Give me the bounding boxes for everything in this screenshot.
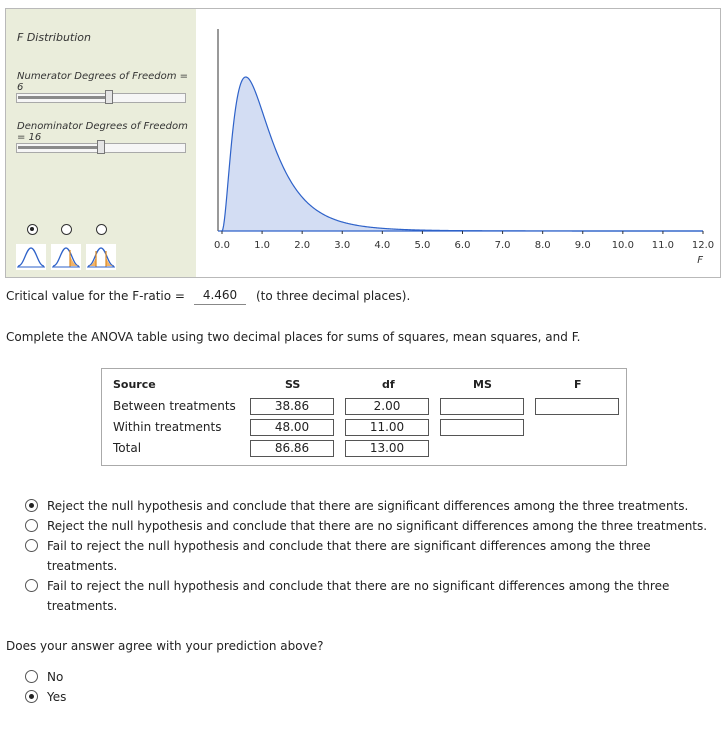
widget-title: F Distribution [17,31,91,44]
x-axis-label: F [697,255,703,266]
between-ss-field[interactable]: 38.86 [250,398,334,415]
total-ss-field[interactable]: 86.86 [250,440,334,457]
denominator-slider-thumb[interactable] [97,140,105,154]
header-ms: MS [473,378,492,391]
x-tick-label: 9.0 [574,240,591,251]
x-tick-label: 3.0 [334,240,351,251]
row-label-within: Within treatments [113,420,222,434]
anova-instruction: Complete the ANOVA table using two decimal places for sums of squares, mean squares, and F. [6,330,581,344]
denominator-df-slider[interactable] [16,143,186,153]
x-tick-label: 7.0 [494,240,511,251]
x-tick-label: 8.0 [534,240,551,251]
numerator-slider-thumb[interactable] [105,90,113,104]
x-tick-label: 0.0 [214,240,230,251]
distribution-icon[interactable] [16,244,46,270]
prediction-radio-yes[interactable] [25,690,38,703]
conclusion-radio-1[interactable] [25,499,38,512]
conclusion-radio-4[interactable] [25,579,38,592]
prediction-radio-no[interactable] [25,670,38,683]
x-tick-label: 11.0 [651,240,675,251]
anova-table [101,368,627,466]
total-df-field[interactable]: 13.00 [345,440,429,457]
between-f-field[interactable] [535,398,619,415]
critical-value-label: Critical value for the F-ratio = [6,289,185,303]
critical-value-note: (to three decimal places). [256,289,411,303]
numerator-df-slider[interactable] [16,93,186,103]
between-ms-field[interactable] [440,398,524,415]
x-tick-label: 10.0 [611,240,634,251]
conclusion-option-4[interactable]: Fail to reject the null hypothesis and conclude that there are no significant differences among the three treatments. [47,579,670,613]
x-tick-label: 6.0 [454,240,471,251]
mode-radio-two-tail[interactable] [96,224,107,235]
numerator-df-label: Numerator Degrees of Freedom = 6 [17,71,189,93]
mode-radio-one-tail[interactable] [61,224,72,235]
conclusion-radio-2[interactable] [25,519,38,532]
within-ms-field[interactable] [440,419,524,436]
header-df: df [382,378,395,391]
prediction-option-no[interactable]: No [47,670,64,684]
mode-radio-distribution[interactable] [27,224,38,235]
f-distribution-widget [5,8,721,278]
x-tick-label: 2.0 [294,240,311,251]
prediction-question: Does your answer agree with your prediction above? [6,639,324,653]
x-tick-label: 5.0 [414,240,431,251]
x-tick-label: 12.0 [691,240,715,251]
denominator-slider-fill [18,146,101,149]
f-distribution-chart [196,9,720,277]
density-area [222,77,703,231]
conclusion-option-2[interactable]: Reject the null hypothesis and conclude that there are no significant differences among the three treatments. [47,519,708,533]
conclusion-option-3[interactable]: Fail to reject the null hypothesis and conclude that there are significant differences among the three treatments. [47,539,651,573]
header-f: F [574,378,582,391]
conclusion-radio-3[interactable] [25,539,38,552]
denominator-df-label: Denominator Degrees of Freedom = 16 [17,121,188,143]
numerator-slider-fill [18,96,109,99]
critical-value-field[interactable]: 4.460 [194,287,246,305]
row-label-total: Total [113,441,142,455]
header-ss: SS [285,378,301,391]
control-panel [6,9,196,277]
row-label-between: Between treatments [113,399,236,413]
between-df-field[interactable]: 2.00 [345,398,429,415]
x-tick-label: 1.0 [254,240,271,251]
within-df-field[interactable]: 11.00 [345,419,429,436]
one-tail-icon[interactable] [51,244,81,270]
two-tail-icon[interactable] [86,244,116,270]
header-source: Source [113,378,156,391]
x-tick-label: 4.0 [374,240,391,251]
conclusion-option-1[interactable]: Reject the null hypothesis and conclude that there are significant differences among the three treatments. [47,499,689,513]
within-ss-field[interactable]: 48.00 [250,419,334,436]
prediction-option-yes[interactable]: Yes [47,690,67,704]
